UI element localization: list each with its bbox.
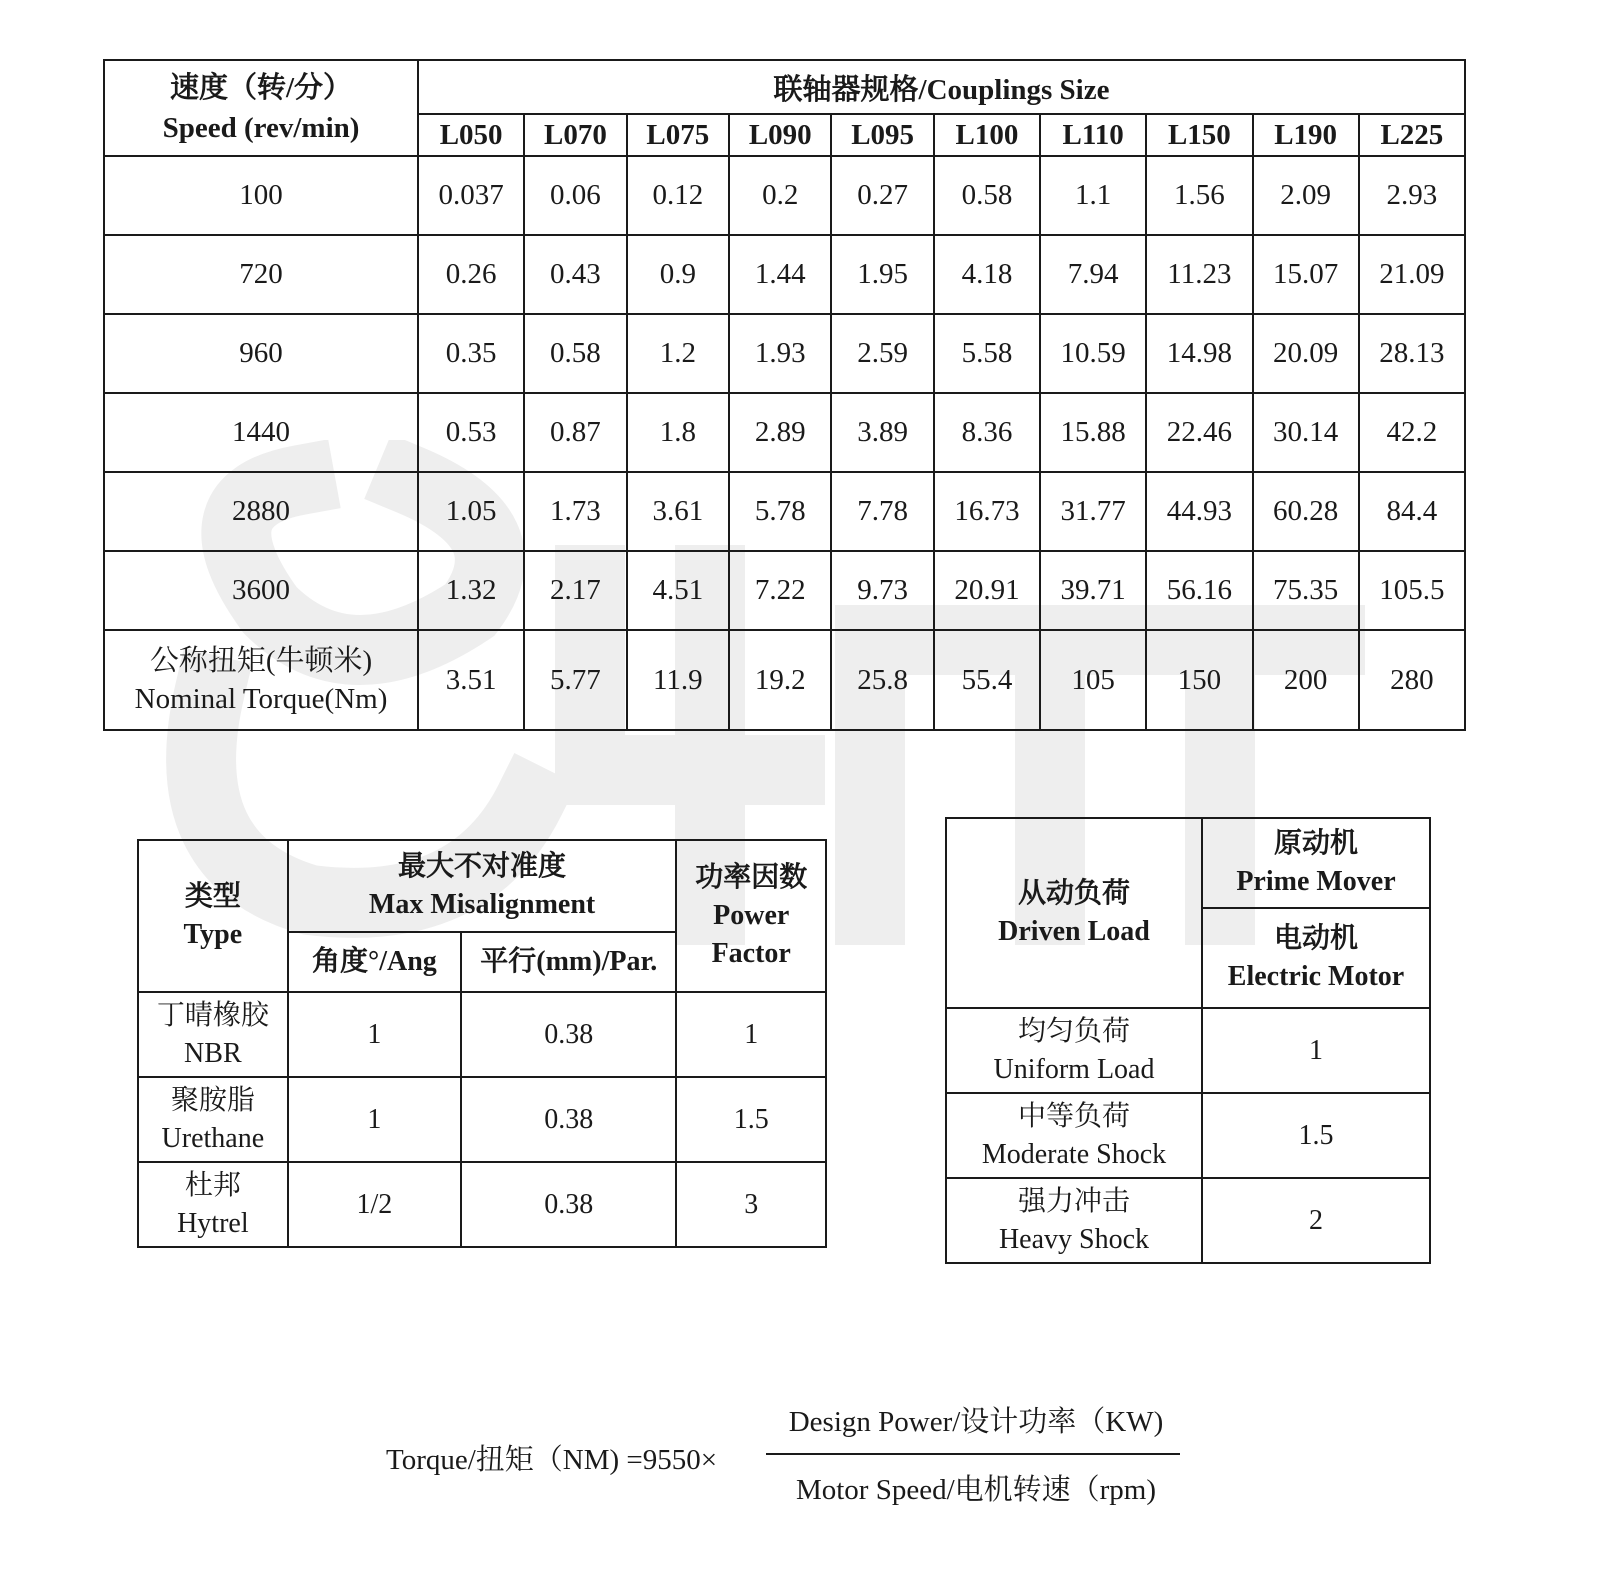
material-zh: 丁晴橡胶 [156,999,269,1031]
torque-cell: 3.51 [418,630,524,730]
size-header-cell: L150 [1146,114,1252,156]
material-en: Hytrel [177,1207,249,1239]
material-en: Urethane [161,1122,265,1154]
torque-value-cell: 15.88 [1040,393,1146,472]
load-en: Uniform Load [993,1053,1155,1085]
formula-denominator: Motor Speed/电机转速（rpm) [795,1474,1157,1506]
table-row [104,472,1465,551]
material-en: NBR [184,1037,242,1069]
table-row [946,1178,1430,1263]
torque-cell: 5.77 [524,630,626,730]
torque-value-cell: 10.59 [1040,314,1146,393]
torque-value-cell: 14.98 [1146,314,1252,393]
couplings-torque-table [103,59,1466,731]
table-row [104,235,1465,314]
torque-value-cell: 21.09 [1359,235,1465,314]
torque-value-cell: 28.13 [1359,314,1465,393]
speed-cell: 100 [104,156,418,235]
angle-header: 角度°/Ang [288,932,461,992]
torque-value-cell: 30.14 [1253,393,1359,472]
table-row [946,1008,1430,1093]
torque-value-cell: 75.35 [1253,551,1359,630]
nominal-torque-label [104,630,418,730]
torque-value-cell: 2.89 [729,393,831,472]
torque-value-cell: 2.17 [524,551,626,630]
torque-value-cell: 7.94 [1040,235,1146,314]
size-header-cell: L110 [1040,114,1146,156]
angle-cell: 1/2 [288,1162,461,1247]
nominal-torque-en: Nominal Torque(Nm) [134,683,388,715]
torque-value-cell: 15.07 [1253,235,1359,314]
torque-value-cell: 2.09 [1253,156,1359,235]
torque-value-cell: 1.73 [524,472,626,551]
torque-value-cell: 8.36 [934,393,1040,472]
torque-cell: 200 [1253,630,1359,730]
power-factor-cell: 1 [676,992,826,1077]
parallel-cell: 0.38 [461,1077,676,1162]
load-type-cell [946,1178,1202,1263]
torque-value-cell: 105.5 [1359,551,1465,630]
load-en: Moderate Shock [981,1138,1167,1170]
torque-value-cell: 0.87 [524,393,626,472]
size-header-cell: L100 [934,114,1040,156]
load-zh: 中等负荷 [1017,1100,1130,1132]
torque-value-cell: 84.4 [1359,472,1465,551]
table-row [138,1162,826,1247]
table-row [138,992,826,1077]
torque-value-cell: 0.12 [627,156,729,235]
couplings-size-header: 联轴器规格/Couplings Size [418,60,1465,114]
load-factor-cell: 1.5 [1202,1093,1430,1178]
torque-value-cell: 2.93 [1359,156,1465,235]
formula-numerator: Design Power/设计功率（KW) [788,1406,1164,1438]
material-type-cell [138,1077,288,1162]
torque-value-cell: 1.8 [627,393,729,472]
prime-mover-zh: 原动机 [1273,828,1358,859]
fraction-line [766,1453,1180,1455]
size-header-cell: L225 [1359,114,1465,156]
prime-mover-en: Prime Mover [1236,866,1396,897]
speed-cell: 3600 [104,551,418,630]
torque-value-cell: 60.28 [1253,472,1359,551]
load-factor-cell: 2 [1202,1178,1430,1263]
driven-load-header [946,818,1202,1008]
size-header-cell: L050 [418,114,524,156]
torque-value-cell: 31.77 [1040,472,1146,551]
speed-header [104,60,418,156]
power-factor-cell: 1.5 [676,1077,826,1162]
max-misalignment-header [288,840,677,932]
torque-value-cell: 1.44 [729,235,831,314]
formula-left: Torque/扭矩（NM) =9550× [386,1444,718,1476]
torque-value-cell: 1.1 [1040,156,1146,235]
load-en: Heavy Shock [998,1223,1150,1255]
table-row [104,156,1465,235]
torque-value-cell: 1.2 [627,314,729,393]
speed-cell: 720 [104,235,418,314]
table-row [946,1093,1430,1178]
torque-value-cell: 1.56 [1146,156,1252,235]
electric-motor-en: Electric Motor [1227,961,1405,992]
power-factor-zh: 功率因数 [695,862,808,893]
torque-value-cell: 3.89 [831,393,933,472]
parallel-cell: 0.38 [461,992,676,1077]
torque-value-cell: 4.18 [934,235,1040,314]
angle-cell: 1 [288,992,461,1077]
load-factor-cell: 1 [1202,1008,1430,1093]
torque-value-cell: 0.06 [524,156,626,235]
torque-value-cell: 0.9 [627,235,729,314]
type-header-zh: 类型 [184,881,241,912]
load-type-cell [946,1008,1202,1093]
parallel-cell: 0.38 [461,1162,676,1247]
electric-motor-zh: 电动机 [1273,923,1358,954]
nominal-torque-zh: 公称扭矩(牛顿米) [149,645,373,677]
torque-value-cell: 0.58 [934,156,1040,235]
torque-value-cell: 0.037 [418,156,524,235]
torque-cell: 105 [1040,630,1146,730]
type-header [138,840,288,992]
torque-value-cell: 16.73 [934,472,1040,551]
power-factor-en2: Factor [711,938,791,969]
speed-header-en: Speed (rev/min) [162,112,360,144]
parallel-header: 平行(mm)/Par. [461,932,676,992]
table-row [104,314,1465,393]
torque-value-cell: 39.71 [1040,551,1146,630]
torque-value-cell: 0.43 [524,235,626,314]
torque-value-cell: 0.58 [524,314,626,393]
table-row [138,1077,826,1162]
torque-formula [386,1395,1186,1515]
max-misalignment-en: Max Misalignment [368,889,596,920]
torque-value-cell: 1.05 [418,472,524,551]
torque-value-cell: 1.32 [418,551,524,630]
torque-value-cell: 7.22 [729,551,831,630]
torque-value-cell: 0.53 [418,393,524,472]
material-type-cell [138,992,288,1077]
power-factor-en1: Power [713,900,790,931]
torque-cell: 19.2 [729,630,831,730]
torque-value-cell: 4.51 [627,551,729,630]
table-row [104,393,1465,472]
driven-load-zh: 从动负荷 [1017,878,1130,909]
torque-value-cell: 0.26 [418,235,524,314]
size-header-cell: L090 [729,114,831,156]
torque-value-cell: 22.46 [1146,393,1252,472]
torque-cell: 280 [1359,630,1465,730]
prime-mover-header [1202,818,1430,908]
torque-value-cell: 2.59 [831,314,933,393]
torque-cell: 150 [1146,630,1252,730]
misalignment-table [137,839,827,1248]
torque-value-cell: 0.27 [831,156,933,235]
angle-cell: 1 [288,1077,461,1162]
torque-value-cell: 1.93 [729,314,831,393]
speed-header-zh: 速度（转/分） [169,72,353,104]
material-zh: 杜邦 [184,1169,241,1201]
torque-cell: 55.4 [934,630,1040,730]
torque-value-cell: 3.61 [627,472,729,551]
torque-value-cell: 0.2 [729,156,831,235]
torque-cell: 11.9 [627,630,729,730]
torque-value-cell: 7.78 [831,472,933,551]
speed-cell: 960 [104,314,418,393]
power-factor-header [676,840,826,992]
torque-value-cell: 1.95 [831,235,933,314]
driven-load-en: Driven Load [998,916,1150,947]
size-header-cell: L075 [627,114,729,156]
table-row [104,551,1465,630]
torque-value-cell: 9.73 [831,551,933,630]
torque-value-cell: 11.23 [1146,235,1252,314]
torque-value-cell: 0.35 [418,314,524,393]
torque-value-cell: 20.91 [934,551,1040,630]
torque-value-cell: 5.58 [934,314,1040,393]
material-type-cell [138,1162,288,1247]
speed-cell: 1440 [104,393,418,472]
size-header-cell: L095 [831,114,933,156]
load-factor-table [945,817,1431,1264]
max-misalignment-zh: 最大不对准度 [398,851,567,882]
speed-cell: 2880 [104,472,418,551]
torque-value-cell: 5.78 [729,472,831,551]
size-header-cell: L190 [1253,114,1359,156]
size-header-cell: L070 [524,114,626,156]
torque-value-cell: 44.93 [1146,472,1252,551]
material-zh: 聚胺脂 [170,1084,255,1116]
torque-value-cell: 42.2 [1359,393,1465,472]
torque-cell: 25.8 [831,630,933,730]
torque-value-cell: 20.09 [1253,314,1359,393]
load-zh: 均匀负荷 [1017,1015,1130,1047]
electric-motor-header [1202,908,1430,1008]
power-factor-cell: 3 [676,1162,826,1247]
torque-value-cell: 56.16 [1146,551,1252,630]
load-type-cell [946,1093,1202,1178]
type-header-en: Type [183,919,243,950]
load-zh: 强力冲击 [1017,1185,1130,1217]
